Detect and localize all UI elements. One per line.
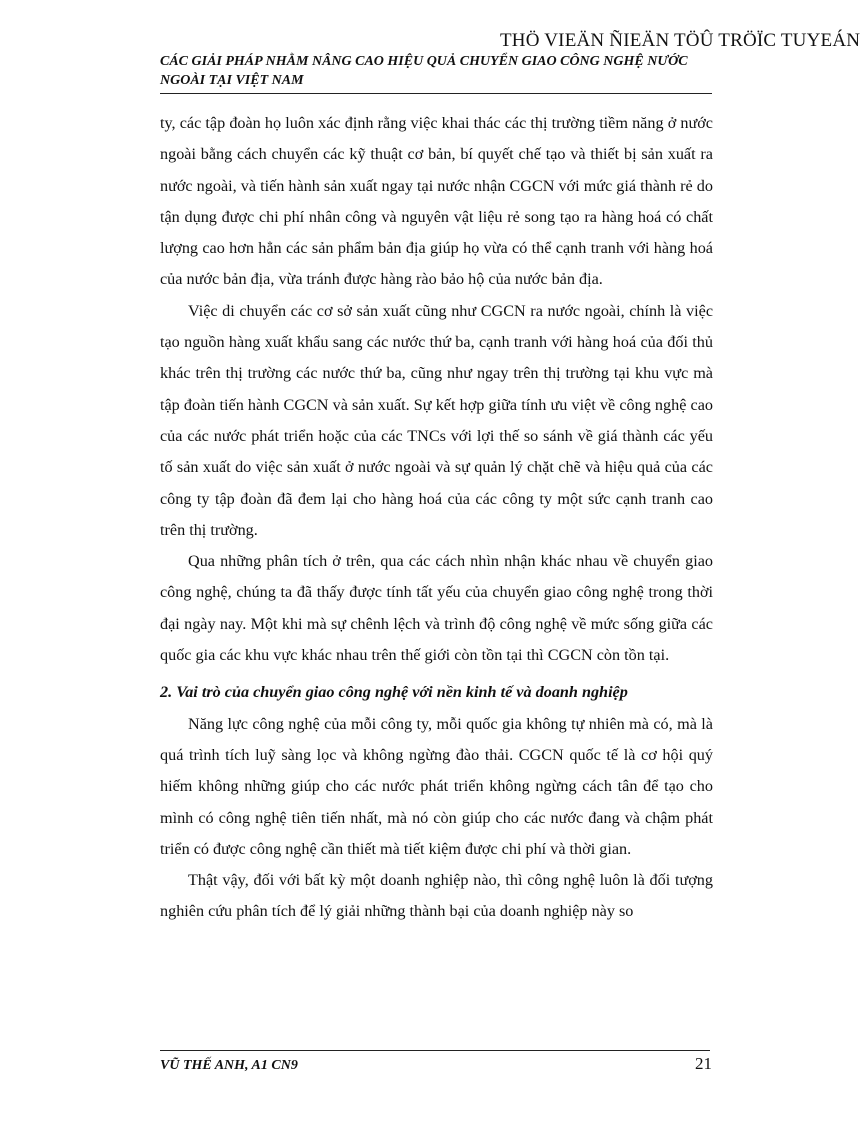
section-heading: 2. Vai trò của chuyển giao công nghệ với nền kinh tế và doanh nghiệp [160,683,628,702]
paragraph-3: Qua những phân tích ở trên, qua các cách nhìn nhận khác nhau về chuyển giao công nghệ, chúng ta đã thấy được tính tất yếu của chuyển giao công nghệ trong thời đại ngày nay. Một khi mà sự chênh lệch và trình độ công nghệ về mức sống giữa các quốc gia các khu vực khác nhau trên thế giới còn tồn tại thì CGCN còn tồn tại. [160,552,713,665]
paragraph-1: ty, các tập đoàn họ luôn xác định rằng việc khai thác các thị trường tiềm năng ở nước ngoài bằng cách chuyển các kỹ thuật cơ bản, bí quyết chế tạo và thiết bị sản xuất ra nước ngoài, và tiến hành sản xuất ngay tại nước nhận CGCN với mức giá thành rẻ do tận dụng được chi phí nhân công và nguyên vật liệu rẻ song tạo ra hàng hoá có chất lượng cao hơn hẳn các sản phẩm bản địa giúp họ vừa có thể cạnh tranh với hàng hoá của nước bản địa, vừa tránh được hàng rào bảo hộ của nước bản địa. [160,114,713,289]
header-title-line-1: CÁC GIẢI PHÁP NHẰM NÂNG CAO HIỆU QUẢ CHUYỂN GIAO CÔNG NGHỆ NƯỚC [160,54,688,69]
page-header [160,52,708,90]
page-number: 21 [695,1054,712,1073]
watermark-text: THÖ VIEÄN ÑIEÄN TÖÛ TRÖÏC TUYEÁN [500,30,860,51]
footer-author: VŨ THẾ ANH, A1 CN9 [160,1058,298,1073]
section-paragraph-2: Thật vậy, đối với bất kỳ một doanh nghiệp nào, thì công nghệ luôn là đối tượng nghiên cứu phân tích để lý giải những thành bại của doanh nghiệp này so [160,871,713,921]
footer-divider [160,1050,710,1051]
document-body [160,108,713,928]
paragraph-2: Việc di chuyển các cơ sở sản xuất cũng như CGCN ra nước ngoài, chính là việc tạo nguồn hàng xuất khẩu sang các nước thứ ba, cạnh tranh với hàng hoá của đối thủ khác trên thị trường các nước thứ ba, cũng như ngay trên thị trường tại khu vực mà tập đoàn tiến hành CGCN và sản xuất. Sự kết hợp giữa tính ưu việt về công nghệ cao của các nước phát triển hoặc của các TNCs với lợi thế so sánh về giá thành các yếu tố sản xuất do việc sản xuất ở nước ngoài và sự quản lý chặt chẽ và hiệu quả của các công ty tập đoàn đã đem lại cho hàng hoá của các công ty một sức cạnh tranh cao trên thị trường. [160,301,713,539]
header-divider [160,93,712,94]
section-paragraph-1: Năng lực công nghệ của mỗi công ty, mỗi quốc gia không tự nhiên mà có, mà là quá trình tích luỹ sàng lọc và không ngừng đào thải. CGCN quốc tế là cơ hội quý hiếm không những giúp cho các nước phát triển không ngừng cách tân để tạo cho mình có công nghệ tiên tiến nhất, mà nó còn giúp cho các nước đang và chậm phát triển có được công nghệ cần thiết mà tiết kiệm được chi phí và thời gian. [160,714,713,858]
header-title-line-2: NGOÀI TẠI VIỆT NAM [160,73,304,88]
